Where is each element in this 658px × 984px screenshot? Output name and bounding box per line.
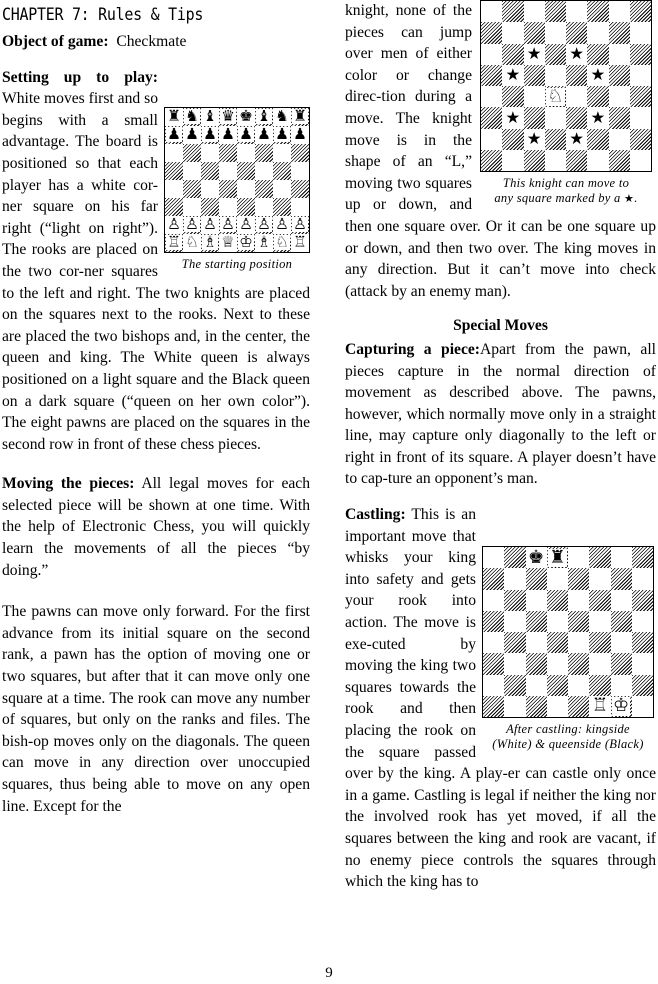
board-square [201,234,219,252]
castling-figure [480,546,656,752]
white-knight-icon: ♘ [547,86,564,107]
board-square [524,129,545,150]
board-square [545,44,566,65]
board-square [524,22,545,43]
board-square [611,696,632,717]
object-of-game-text: Checkmate [116,33,187,50]
board-square [568,632,589,653]
castling-caption-line2: (White) & queenside (Black) [492,737,644,752]
board-square [568,675,589,696]
capturing-paragraph [345,339,656,490]
board-square [273,108,291,126]
board-square [273,198,291,216]
capturing-text: Apart from the pawn, all pieces capture in the normal direction of movement as described above. The pawns, however, which normally move only in a straight line, may capture only diagonally to the left or right in front of its square. A player doesn’t have to cap-ture an opponent’s man. [345,340,656,488]
board-square [632,568,653,589]
board-square [630,86,651,107]
white-king-icon: ♔ [612,695,630,717]
board-square [273,234,291,252]
board-square [587,22,608,43]
board-square [545,150,566,171]
board-square [547,590,568,611]
board-square [547,675,568,696]
board-square [502,1,523,22]
board-square [255,234,273,252]
board-square [483,632,504,653]
white-pawn-icon: ♙ [203,215,217,233]
board-square [255,216,273,234]
castling-board [482,546,654,718]
knight-moves-paragraph [345,0,656,302]
white-pawn-icon: ♙ [257,215,271,233]
board-square [630,1,651,22]
white-knight-icon: ♘ [275,233,289,251]
board-square [237,126,255,144]
board-square [201,216,219,234]
white-king-icon: ♔ [239,233,253,251]
board-square [255,198,273,216]
board-square [255,144,273,162]
star-icon: ★ [569,128,584,148]
board-square [481,150,502,171]
star-icon: ★ [505,107,521,127]
pawn-moves-paragraph: The pawns can move only forward. For the first advance from its initial square on the second rank, a pawn has the option of moving one or two squares, but after that it can move only one square at a time. The rook can move any number of squares, but only on the ranks and files. The bish-op moves only on the diagonals. The queen can move in any direction over unoccupied squares, thus being able to move on any open line. Except for the [2,603,310,815]
white-bishop-icon: ♗ [257,233,271,251]
black-knight-icon: ♞ [275,107,289,125]
board-square [481,22,502,43]
board-square [587,65,608,86]
black-pawn-icon: ♟ [167,125,181,143]
board-square [547,611,568,632]
board-square [545,86,566,107]
board-square [526,547,547,568]
board-square [566,150,587,171]
board-square [547,632,568,653]
board-square [201,198,219,216]
board-square [201,108,219,126]
board-square [632,696,653,717]
board-square [524,1,545,22]
board-square [273,144,291,162]
board-square [273,180,291,198]
black-bishop-icon: ♝ [203,107,217,125]
black-pawn-icon: ♟ [239,125,253,143]
board-square [483,568,504,589]
board-square [237,216,255,234]
board-square [611,590,632,611]
white-queen-icon: ♕ [221,233,235,251]
board-square [630,150,651,171]
board-square [165,162,183,180]
board-square [630,22,651,43]
board-square [587,107,608,128]
chapter-title: CHAPTER 7: Rules & Tips [2,5,204,25]
board-square [504,632,525,653]
board-square [291,162,309,180]
board-square [291,144,309,162]
board-square [609,1,630,22]
board-square [524,65,545,86]
board-square [609,44,630,65]
moving-pieces-text: All legal moves for each selected piece will be shown at one time. With the help of Electronic Chess, you will quickly learn the movements of all the pieces “by doing.” [2,475,311,579]
board-square [481,86,502,107]
star-icon: ★ [526,43,542,63]
board-square [547,568,568,589]
board-square [483,590,504,611]
white-rook-icon: ♖ [293,233,307,251]
right-column [345,0,656,893]
board-square [566,22,587,43]
board-square [219,180,237,198]
castling-caption [480,722,656,752]
black-king-icon: ♚ [239,107,253,125]
board-square [219,126,237,144]
starting-position-board [164,107,310,253]
board-square [504,547,525,568]
moving-pieces-label: Moving the pieces: [2,475,135,493]
star-icon: ★ [569,43,584,63]
star-icon: ★ [624,192,635,205]
board-square [611,611,632,632]
white-rook-icon: ♖ [167,233,181,251]
board-square [483,611,504,632]
board-square [502,129,523,150]
board-square [219,216,237,234]
board-square [611,547,632,568]
board-square [291,180,309,198]
board-square [587,44,608,65]
board-square [611,568,632,589]
black-pawn-icon: ♟ [221,125,235,143]
white-pawn-icon: ♙ [275,215,289,233]
black-pawn-icon: ♟ [257,125,271,143]
board-square [589,696,610,717]
setting-up-text: White moves first and so begins with a small advantage. The board is positioned so that each player has a white cor-ner square on his far right (“light on right”). The rooks are placed on the two cor-ner squares to the left and right. The two knights are placed on the squares next to the rooks. Next to these are placed the two bishops and, in the center, the queen and king. The White queen is always positioned on a light square and the Black queen on a dark square (“queen on her own color”). The eight pawns are placed on the squares in the second row in front of these chess pieces. [2,90,310,453]
board-square [483,547,504,568]
board-square [273,216,291,234]
board-square [291,126,309,144]
left-column [2,0,310,817]
board-square [632,632,653,653]
board-square [568,568,589,589]
board-square [566,44,587,65]
board-square [609,107,630,128]
board-square [291,234,309,252]
board-square [183,180,201,198]
board-square [165,180,183,198]
black-king-icon: ♚ [527,547,545,568]
board-square [502,22,523,43]
board-square [609,86,630,107]
board-square [566,107,587,128]
white-pawn-icon: ♙ [221,215,235,233]
board-square [547,547,568,568]
board-square [502,65,523,86]
board-square [502,44,523,65]
board-square [504,653,525,674]
board-square [183,126,201,144]
board-square [632,547,653,568]
board-square [273,162,291,180]
board-square [566,129,587,150]
board-square [632,675,653,696]
board-square [481,129,502,150]
board-square [524,107,545,128]
board-square [587,150,608,171]
board-square [524,150,545,171]
board-square [504,590,525,611]
board-square [255,180,273,198]
black-rook-icon: ♜ [167,107,181,125]
board-square [589,632,610,653]
board-square [502,86,523,107]
board-square [255,126,273,144]
board-square [201,144,219,162]
board-square [568,590,589,611]
star-icon: ★ [590,65,606,85]
board-square [566,1,587,22]
white-pawn-icon: ♙ [293,215,307,233]
board-square [165,198,183,216]
castling-paragraph [345,504,656,893]
board-square [632,590,653,611]
board-square [502,107,523,128]
board-square [481,107,502,128]
board-square [587,86,608,107]
black-bishop-icon: ♝ [257,107,271,125]
board-square [255,162,273,180]
board-square [237,180,255,198]
board-square [165,234,183,252]
board-square [201,180,219,198]
castling-text: This is an important move that whisks your king into safety and gets your rook into action. The move is exe-cuted by moving the king two squares towards the rook and then placing the rook on the square passed over by the king. A play-er can castle only once in a game. Castling is legal if neither the king nor the involved rook has yet moved, if all the squares between the king and rook are vacant, if no enemy piece controls the squares through which the king has to [345,506,656,891]
board-square [609,65,630,86]
board-square [566,86,587,107]
board-square [504,675,525,696]
board-square [504,568,525,589]
board-square [630,44,651,65]
castling-caption-line1: After castling: kingside [506,722,630,737]
knight-caption-period: . [634,191,638,205]
board-square [481,65,502,86]
special-moves-heading: Special Moves [453,317,548,335]
black-pawn-icon: ♟ [293,125,307,143]
castling-label: Castling: [345,506,406,524]
board-square [237,234,255,252]
board-square [504,611,525,632]
star-icon: ★ [590,107,606,127]
board-square [545,1,566,22]
capturing-label: Capturing a piece: [345,340,481,358]
white-knight-icon: ♘ [185,233,199,251]
board-square [630,107,651,128]
white-pawn-icon: ♙ [239,215,253,233]
knight-caption-line1: This knight can move to [502,176,630,190]
board-square [481,1,502,22]
board-square [566,65,587,86]
board-square [545,129,566,150]
board-square [589,611,610,632]
white-rook-icon: ♖ [591,695,609,717]
black-queen-icon: ♛ [221,107,235,125]
board-square [237,144,255,162]
board-square [609,22,630,43]
board-square [547,653,568,674]
board-square [219,234,237,252]
board-square [273,126,291,144]
black-pawn-icon: ♟ [203,125,217,143]
board-square [291,198,309,216]
board-square [545,107,566,128]
black-knight-icon: ♞ [185,107,199,125]
board-square [237,108,255,126]
board-square [183,216,201,234]
board-square [483,653,504,674]
board-square [587,1,608,22]
setting-up-paragraph [2,67,310,456]
board-square [291,216,309,234]
board-square [165,126,183,144]
board-square [165,108,183,126]
board-square [545,65,566,86]
board-square [545,22,566,43]
board-square [632,611,653,632]
board-square [568,611,589,632]
board-square [504,696,525,717]
board-square [481,44,502,65]
board-square [587,129,608,150]
board-square [201,126,219,144]
object-of-game-paragraph [2,31,310,53]
board-square [526,632,547,653]
board-square [611,653,632,674]
board-square [165,144,183,162]
board-square [183,162,201,180]
knight-caption-line2: any square marked by a [494,191,621,205]
board-square [589,547,610,568]
board-square [237,162,255,180]
moving-pieces-paragraph [2,473,310,581]
board-square [611,675,632,696]
board-square [165,216,183,234]
board-square [526,568,547,589]
board-square [219,144,237,162]
board-square [483,675,504,696]
board-square [547,696,568,717]
board-square [526,611,547,632]
page-number: 9 [325,965,333,981]
board-square [568,547,589,568]
object-of-game-label: Object of game: [2,33,109,50]
board-square [526,590,547,611]
board-square [219,198,237,216]
board-square [502,150,523,171]
board-square [568,696,589,717]
board-square [255,108,273,126]
board-square [568,653,589,674]
white-pawn-icon: ♙ [167,215,181,233]
star-icon: ★ [505,65,521,85]
board-square [219,162,237,180]
starting-position-figure [164,107,310,272]
star-icon: ★ [526,128,542,148]
board-square [611,632,632,653]
white-bishop-icon: ♗ [203,233,217,251]
board-square [630,129,651,150]
board-square [183,234,201,252]
board-square [609,129,630,150]
knight-moves-caption [476,176,656,206]
setting-up-label: Setting up to play: [2,68,158,86]
board-square [609,150,630,171]
black-pawn-icon: ♟ [185,125,199,143]
knight-moves-figure [476,0,656,206]
board-square [526,696,547,717]
board-square [237,198,255,216]
board-square [526,653,547,674]
board-square [183,198,201,216]
board-square [291,108,309,126]
board-square [589,590,610,611]
board-square [201,162,219,180]
board-square [483,696,504,717]
board-square [183,108,201,126]
board-square [589,568,610,589]
black-rook-icon: ♜ [293,107,307,125]
board-square [183,144,201,162]
board-square [219,108,237,126]
board-square [632,653,653,674]
board-square [524,44,545,65]
black-rook-icon: ♜ [549,547,566,568]
black-pawn-icon: ♟ [275,125,289,143]
board-square [589,653,610,674]
board-square [589,675,610,696]
board-square [524,86,545,107]
white-pawn-icon: ♙ [185,215,199,233]
knight-moves-text: knight, none of the pieces can jump over men of either color or change direc-tion during a move. The knight move is in the shape of an “L,” moving two squares up or down, and then one square over. Or it can be one square up or down, and then two over. The king moves in any direction. But it can’t move into check (attack by an enemy man). [345,2,656,300]
board-square [630,65,651,86]
knight-moves-board [480,0,652,172]
starting-position-caption: The starting position [181,256,293,271]
board-square [526,675,547,696]
